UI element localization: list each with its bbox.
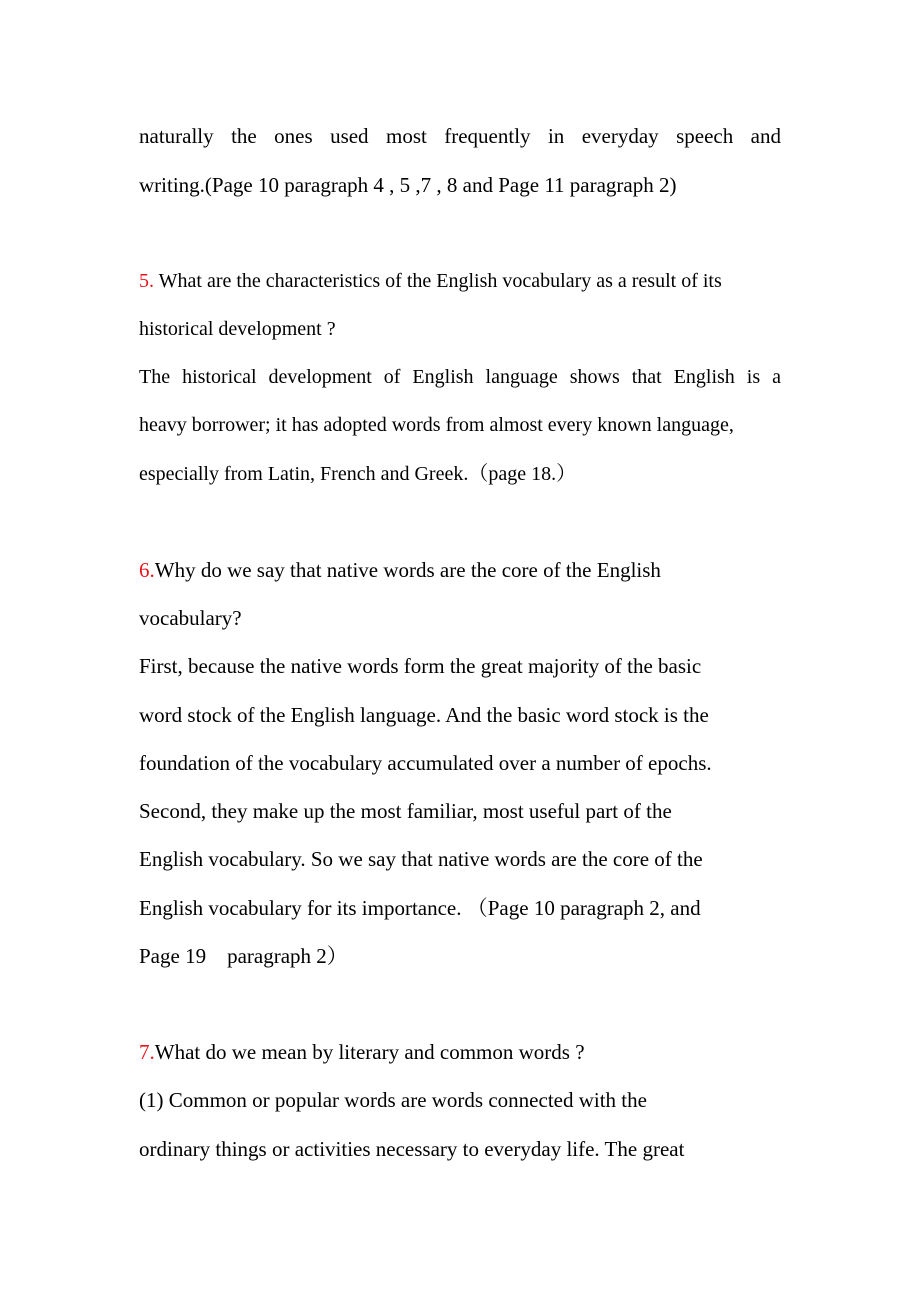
answer-line: especially from Latin, French and Greek.（page 18.） [139,463,577,485]
answer-line: foundation of the vocabulary accumulated over a number of epochs. [139,751,712,775]
answer-line: Second, they make up the most familiar, most useful part of the [139,799,672,823]
answer-line: heavy borrower; it has adopted words from almost every known language, [139,414,734,436]
answer-line: English vocabulary for its importance. （Page 10 paragraph 2, and [139,896,701,920]
paragraph-line: naturally the ones used most frequently in everyday speech and [139,124,781,148]
question-number: 6. [139,558,155,582]
answer-line: English vocabulary. So we say that native words are the core of the [139,847,703,871]
question-text: Why do we say that native words are the core of the English [154,558,661,582]
question-text: vocabulary? [139,606,242,630]
answer-line: ordinary things or activities necessary to everyday life. The great [139,1137,685,1161]
answer-line: Page 19 paragraph 2） [139,944,348,968]
answer-line: word stock of the English language. And the basic word stock is the [139,703,709,727]
answer-line: First, because the native words form the great majority of the basic [139,654,702,678]
question-6-heading [139,556,661,584]
question-7-heading [139,1038,585,1066]
question-5-heading [139,267,722,295]
question-text: historical development ? [139,318,336,340]
answer-line: (1) Common or popular words are words connected with the [139,1088,647,1112]
question-text: What do we mean by literary and common words ? [154,1040,585,1064]
question-text: What are the characteristics of the English vocabulary as a result of its [154,270,722,292]
paragraph-line: writing.(Page 10 paragraph 4 , 5 ,7 , 8 and Page 11 paragraph 2) [139,173,677,197]
answer-line: The historical development of English language shows that English is a [139,366,781,388]
question-number: 5. [139,270,154,292]
question-number: 7. [139,1040,155,1064]
